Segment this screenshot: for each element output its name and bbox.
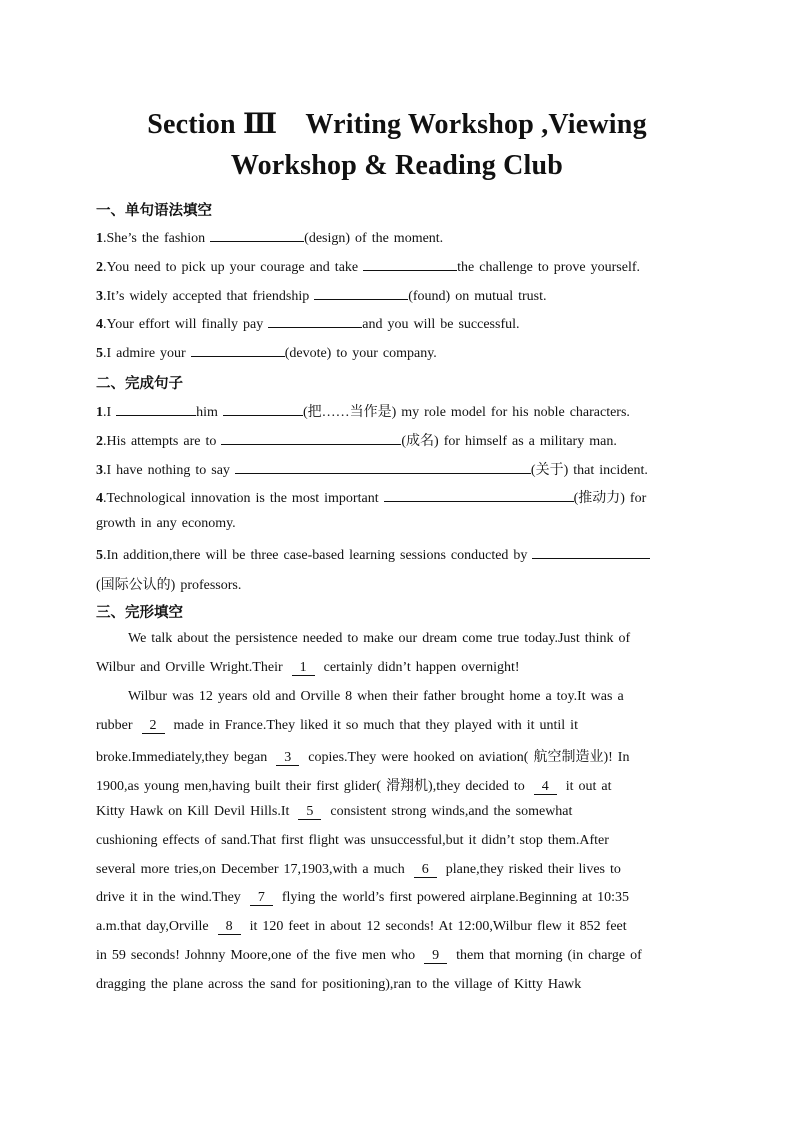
question-number: 4 — [96, 491, 103, 506]
question-text: It’s widely accepted that friendship — [106, 289, 315, 304]
passage-line: Wilbur was 12 years old and Orville 8 when their father brought home a toy.It was a — [128, 689, 624, 704]
question-number: 1 — [96, 405, 103, 420]
section-heading-cloze: 三、完形填空 — [96, 605, 183, 621]
question-text: and you will be successful. — [362, 317, 520, 332]
question-text: His attempts are to — [106, 434, 222, 449]
question-number: 1 — [96, 231, 103, 246]
cloze-blank-4[interactable]: 4 — [534, 779, 557, 795]
question-text: Technological innovation is the most important — [106, 491, 384, 506]
question-text: She’s the fashion — [106, 231, 211, 246]
cloze-blank-3[interactable]: 3 — [276, 750, 299, 766]
question-number: 5 — [96, 548, 103, 563]
answer-blank[interactable] — [116, 402, 196, 416]
question-number: 3 — [96, 463, 103, 478]
question-text: (design) of the moment. — [304, 231, 444, 246]
sentence-5: 5.In addition,there will be three case-based learning sessions conducted by — [96, 545, 706, 564]
question-text: (devote) to your company. — [284, 346, 437, 361]
passage-line: We talk about the persistence needed to make our dream come true today.Just think of — [128, 631, 631, 646]
question-text: (推动力) for — [573, 491, 647, 506]
answer-blank[interactable] — [223, 402, 303, 416]
answer-blank[interactable] — [210, 228, 304, 242]
answer-blank[interactable] — [191, 343, 285, 357]
sentence-1: 1.I him (把……当作是) my role model for his noble characters. — [96, 401, 706, 421]
question-text: You need to pick up your courage and take — [106, 260, 364, 275]
question-text: I have nothing to say — [106, 463, 235, 478]
answer-blank[interactable] — [221, 431, 401, 445]
question-1: 1.She’s the fashion (design) of the moment. — [96, 228, 706, 247]
sentence-4-continued: growth in any economy. — [96, 516, 236, 531]
question-text: him — [196, 405, 223, 420]
question-text: In addition,there will be three case-based learning sessions conducted by — [106, 548, 533, 563]
cloze-blank-9[interactable]: 9 — [424, 948, 447, 964]
section-heading-grammar: 一、单句语法填空 — [96, 203, 212, 219]
question-text: (把……当作是) my role model for his noble characters. — [302, 405, 630, 420]
passage-line: Wilbur and Orville Wright.Their 1 certainly didn’t happen overnight! — [96, 660, 520, 675]
passage-line: in 59 seconds! Johnny Moore,one of the five men who 9 them that morning (in charge of — [96, 948, 642, 963]
question-number: 2 — [96, 260, 103, 275]
sentence-2: 2.His attempts are to (成名) for himself as a military man. — [96, 430, 706, 450]
sentence-4: 4.Technological innovation is the most important (推动力) for — [96, 487, 706, 507]
question-4: 4.Your effort will finally pay and you will be successful. — [96, 314, 706, 333]
question-number: 5 — [96, 346, 103, 361]
cloze-blank-7[interactable]: 7 — [250, 890, 273, 906]
question-number: 3 — [96, 289, 103, 304]
question-text: Your effort will finally pay — [106, 317, 269, 332]
passage-line: broke.Immediately,they began 3 copies.They were hooked on aviation( 航空制造业)! In — [96, 750, 630, 765]
question-text: the challenge to prove yourself. — [457, 260, 641, 275]
question-2: 2.You need to pick up your courage and take the challenge to prove yourself. — [96, 257, 706, 276]
sentence-3: 3.I have nothing to say (关于) that incident. — [96, 459, 706, 479]
answer-blank[interactable] — [268, 314, 362, 328]
passage-line: Kitty Hawk on Kill Devil Hills.It 5 consistent strong winds,and the somewhat — [96, 804, 573, 819]
question-text: I — [106, 405, 117, 420]
answer-blank[interactable] — [384, 488, 574, 502]
cloze-blank-1[interactable]: 1 — [292, 660, 315, 676]
question-number: 4 — [96, 317, 103, 332]
passage-line: drive it in the wind.They 7 flying the world’s first powered airplane.Beginning at 10:35 — [96, 890, 630, 905]
answer-blank[interactable] — [235, 460, 531, 474]
sentence-5-continued: (国际公认的) professors. — [96, 578, 242, 593]
cloze-blank-6[interactable]: 6 — [414, 862, 437, 878]
cloze-blank-8[interactable]: 8 — [218, 919, 241, 935]
section-heading-sentences: 二、完成句子 — [96, 376, 183, 392]
passage-line: a.m.that day,Orville 8 it 120 feet in about 12 seconds! At 12:00,Wilbur flew it 852 feet — [96, 919, 627, 934]
question-text: (found) on mutual trust. — [408, 289, 547, 304]
passage-line: cushioning effects of sand.That first flight was unsuccessful,but it didn’t stop them.After — [96, 833, 609, 848]
cloze-blank-5[interactable]: 5 — [298, 804, 321, 820]
question-5: 5.I admire your (devote) to your company. — [96, 343, 706, 362]
cloze-blank-2[interactable]: 2 — [142, 718, 165, 734]
page-subtitle: Workshop & Reading Club — [230, 150, 564, 181]
answer-blank[interactable] — [363, 257, 457, 271]
question-text: I admire your — [106, 346, 191, 361]
question-3: 3.It’s widely accepted that friendship (found) on mutual trust. — [96, 286, 706, 305]
answer-blank[interactable] — [532, 545, 650, 559]
passage-line: rubber 2 made in France.They liked it so much that they played with it until it — [96, 718, 578, 733]
answer-blank[interactable] — [314, 286, 408, 300]
passage-line: several more tries,on December 17,1903,with a much 6 plane,they risked their lives to — [96, 862, 621, 877]
question-text: (成名) for himself as a military man. — [401, 434, 617, 449]
passage-line: 1900,as young men,having built their first glider( 滑翔机),they decided to 4 it out at — [96, 779, 612, 794]
question-text: (关于) that incident. — [530, 463, 648, 478]
passage-line: dragging the plane across the sand for positioning),ran to the village of Kitty Hawk — [96, 977, 582, 992]
question-number: 2 — [96, 434, 103, 449]
page-title: Section Ⅲ Writing Workshop ,Viewing — [147, 109, 647, 140]
